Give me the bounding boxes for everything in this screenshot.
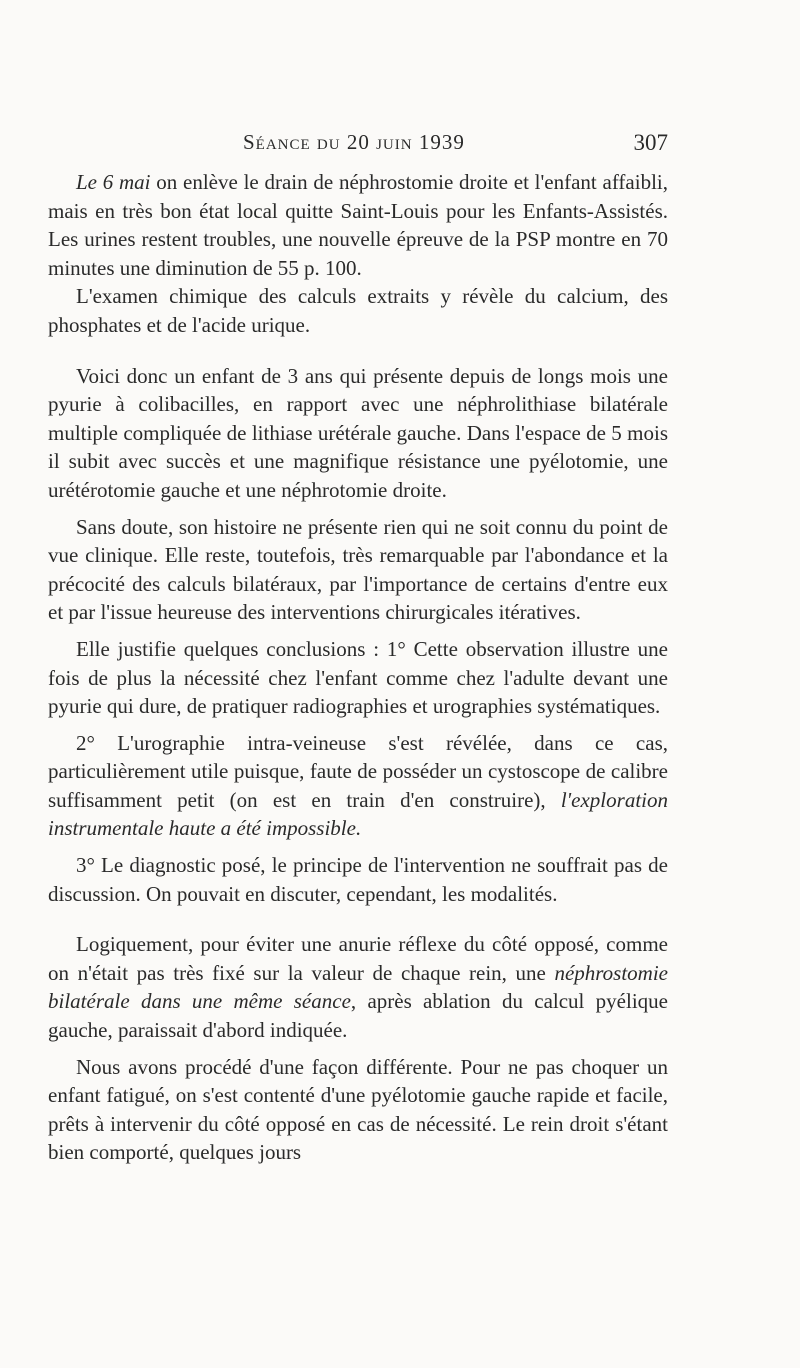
- italic-phrase: néphrostomie bilatérale dans une même séance: [48, 960, 668, 1014]
- paragraph-1: [48, 168, 668, 282]
- date-italic: Le 6 mai: [76, 170, 151, 194]
- paragraph-3: [48, 362, 668, 505]
- paragraph-2: [48, 282, 668, 339]
- body-text: [48, 168, 668, 1167]
- paragraph-5: [48, 635, 668, 721]
- paragraph-text: Elle justifie quelques conclusions : 1° Cette observation illustre une fois de plus la nécessité chez l'enfant comme chez l'adulte devant une pyurie qui dure, de pratiquer radiographies et urographies systématiques.: [48, 636, 668, 719]
- paragraph-4: [48, 513, 668, 627]
- paragraph-text: on enlève le drain de néphrostomie droite et l'enfant affaibli, mais en très bon état local quitte Saint-Louis pour les Enfants-Assistés. Les urines restent troubles, une nouvelle épreuve de la PSP montre en 70 minutes une diminution de 55 p. 100.: [48, 170, 669, 280]
- paragraph-text: Nous avons procédé d'une façon différente. Pour ne pas choquer un enfant fatigué, on s'est contenté d'une pyélotomie gauche rapide et facile, prêts à intervenir du côté opposé en cas de nécessité. Le rein droit s'étant bien comporté, quelques jours: [48, 1054, 668, 1165]
- paragraph-text: Voici donc un enfant de 3 ans qui présente depuis de longs mois une pyurie à colibacilles, en rapport avec une néphrolithiase bilatérale multiple compliquée de lithiase urétérale gauche. Dans l'espace de 5 mois il subit avec succès et une magnifique résistance une pyélotomie, une urétérotomie gauche et une néphrotomie droite.: [48, 363, 668, 502]
- running-title: Séance du 20 juin 1939: [243, 130, 465, 154]
- paragraph-8: [48, 930, 668, 1044]
- paragraph-text: 3° Le diagnostic posé, le principe de l'intervention ne souffrait pas de discussion. On pouvait en discuter, cependant, les modalités.: [48, 853, 668, 906]
- paragraph-6: [48, 729, 668, 843]
- page-header: [48, 124, 668, 164]
- paragraph-text: Logiquement, pour éviter une anurie réflexe du côté opposé, comme on n'était pas très fixé sur la valeur de chaque rein, une: [48, 932, 668, 985]
- paragraph-text: L'examen chimique des calculs extraits y révèle du calcium, des phosphates et de l'acide urique.: [48, 284, 668, 337]
- paragraph-9: [48, 1053, 668, 1167]
- paragraph-text: Sans doute, son histoire ne présente rien qui ne soit connu du point de vue clinique. Elle reste, toutefois, très remarquable par l'abondance et la précocité des calculs bilatéraux, par l'importance de certains d'entre eux et par l'issue heureuse des interventions chirurgicales itératives.: [48, 514, 668, 625]
- page-number: 307: [633, 130, 668, 155]
- paragraph-text: , après ablation du calcul pyélique gauche, paraissait d'abord indiquée.: [48, 989, 668, 1043]
- paragraph-text: 2° L'urographie intra-veineuse s'est révélée, dans ce cas, particulièrement utile puisque, faute de posséder un cystoscope de calibre suffisamment petit (on est en train d'en construire),: [48, 730, 668, 812]
- paragraph-7: [48, 851, 668, 908]
- italic-phrase: l'exploration instrumentale haute a été impossible.: [48, 787, 668, 841]
